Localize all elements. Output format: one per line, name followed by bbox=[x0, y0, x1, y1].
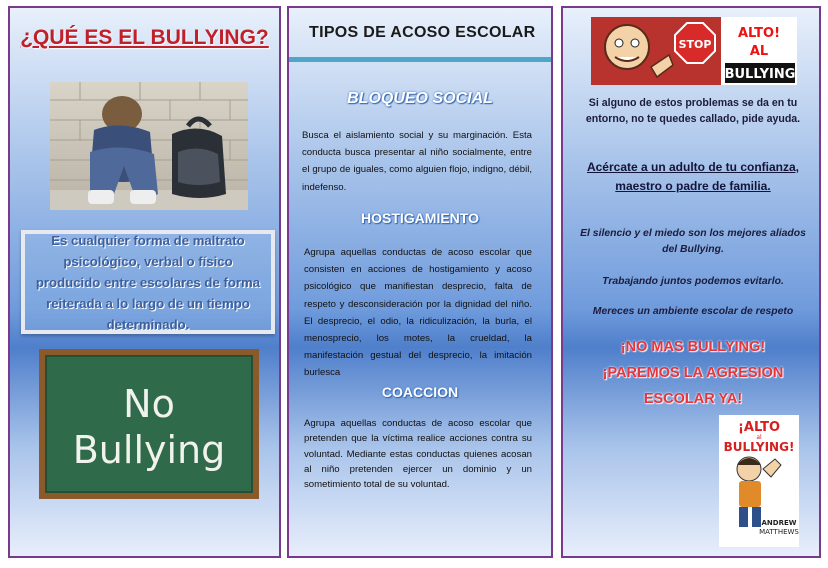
book-author-first: ANDREW bbox=[761, 519, 797, 527]
no-bullying-chalkboard bbox=[39, 349, 259, 499]
alto-al-bullying-banner bbox=[591, 17, 797, 85]
stop-sign-text: STOP bbox=[678, 38, 712, 51]
panel-types-of-bullying bbox=[287, 6, 553, 558]
panel-what-is-bullying bbox=[8, 6, 281, 558]
banner-bullying: BULLYING bbox=[724, 67, 796, 82]
chalkboard-word-bullying: Bullying bbox=[72, 428, 226, 472]
panel2-title: TIPOS DE ACOSO ESCOLAR bbox=[309, 24, 536, 41]
book-author-last: MATTHEWS bbox=[759, 528, 799, 536]
text-coaccion: Agrupa aquellas conductas de acoso escolar que pretenden que la víctima realice acciones contra su voluntad. Mediante estas conductas quienes acosan al niño pretenden ejercer un dominio y un sometimiento total de su voluntad. bbox=[304, 418, 532, 491]
heading-bloqueo-social: BLOQUEO SOCIAL bbox=[347, 90, 493, 107]
panel1-title: ¿QUÉ ES EL BULLYING? bbox=[20, 26, 269, 49]
heading-hostigamiento: HOSTIGAMIENTO bbox=[361, 210, 479, 226]
adult-advice: Acércate a un adulto de tu confianza, maestro o padre de familia. bbox=[586, 160, 800, 193]
slogan-line-3: ESCOLAR YA! bbox=[643, 391, 743, 407]
text-hostigamiento: Agrupa aquellas conductas de acoso escolar que consisten en acciones de hostigamiento y acoso psicológico que manifiestan desprecio, falta de respeto y desconsideración por la dignidad del niño. El desprecio, el odio, la ridiculización, la burla, el menosprecio, los motes, la crueldad, la manifestación gestual del desprecio, la imitación burlesca bbox=[304, 247, 532, 379]
book-title-al: al bbox=[756, 434, 762, 441]
chalkboard-word-no: No bbox=[123, 382, 175, 426]
slogan bbox=[569, 334, 817, 412]
book-title-bullying: BULLYING! bbox=[723, 440, 795, 454]
silence-message: El silencio y el miedo son los mejores aliados del Bullying. bbox=[580, 228, 806, 255]
banner-al: AL bbox=[749, 44, 769, 59]
heading-coaccion: COACCION bbox=[381, 384, 459, 400]
slogan-line-2: ¡PAREMOS LA AGRESION bbox=[602, 365, 784, 381]
book-title-alto: ¡ALTO bbox=[737, 420, 781, 435]
panel-ask-for-help bbox=[561, 6, 821, 558]
sad-boy-photo bbox=[50, 82, 248, 210]
banner-alto: ALTO! bbox=[737, 26, 781, 41]
bullying-definition: Es cualquier forma de maltrato psicológico, verbal o físico producido entre escolares de forma reiterada a lo largo de un tiempo determinado. bbox=[21, 230, 275, 334]
help-message: Si alguno de estos problemas se da en tu entorno, no te quedes callado, pide ayuda. bbox=[585, 97, 801, 125]
title-divider-bar bbox=[289, 57, 551, 62]
together-message: Trabajando juntos podemos evitarlo. bbox=[602, 276, 784, 287]
slogan-line-1: ¡NO MAS BULLYING! bbox=[620, 339, 766, 355]
respect-message: Mereces un ambiente escolar de respeto bbox=[592, 306, 794, 317]
book-cover-image bbox=[719, 415, 799, 547]
text-bloqueo-social: Busca el aislamiento social y su marginación. Esta conducta busca presentar al niño socialmente, entre el grupo de iguales, como alguien flojo, indigno, débil, indefenso. bbox=[302, 130, 532, 193]
